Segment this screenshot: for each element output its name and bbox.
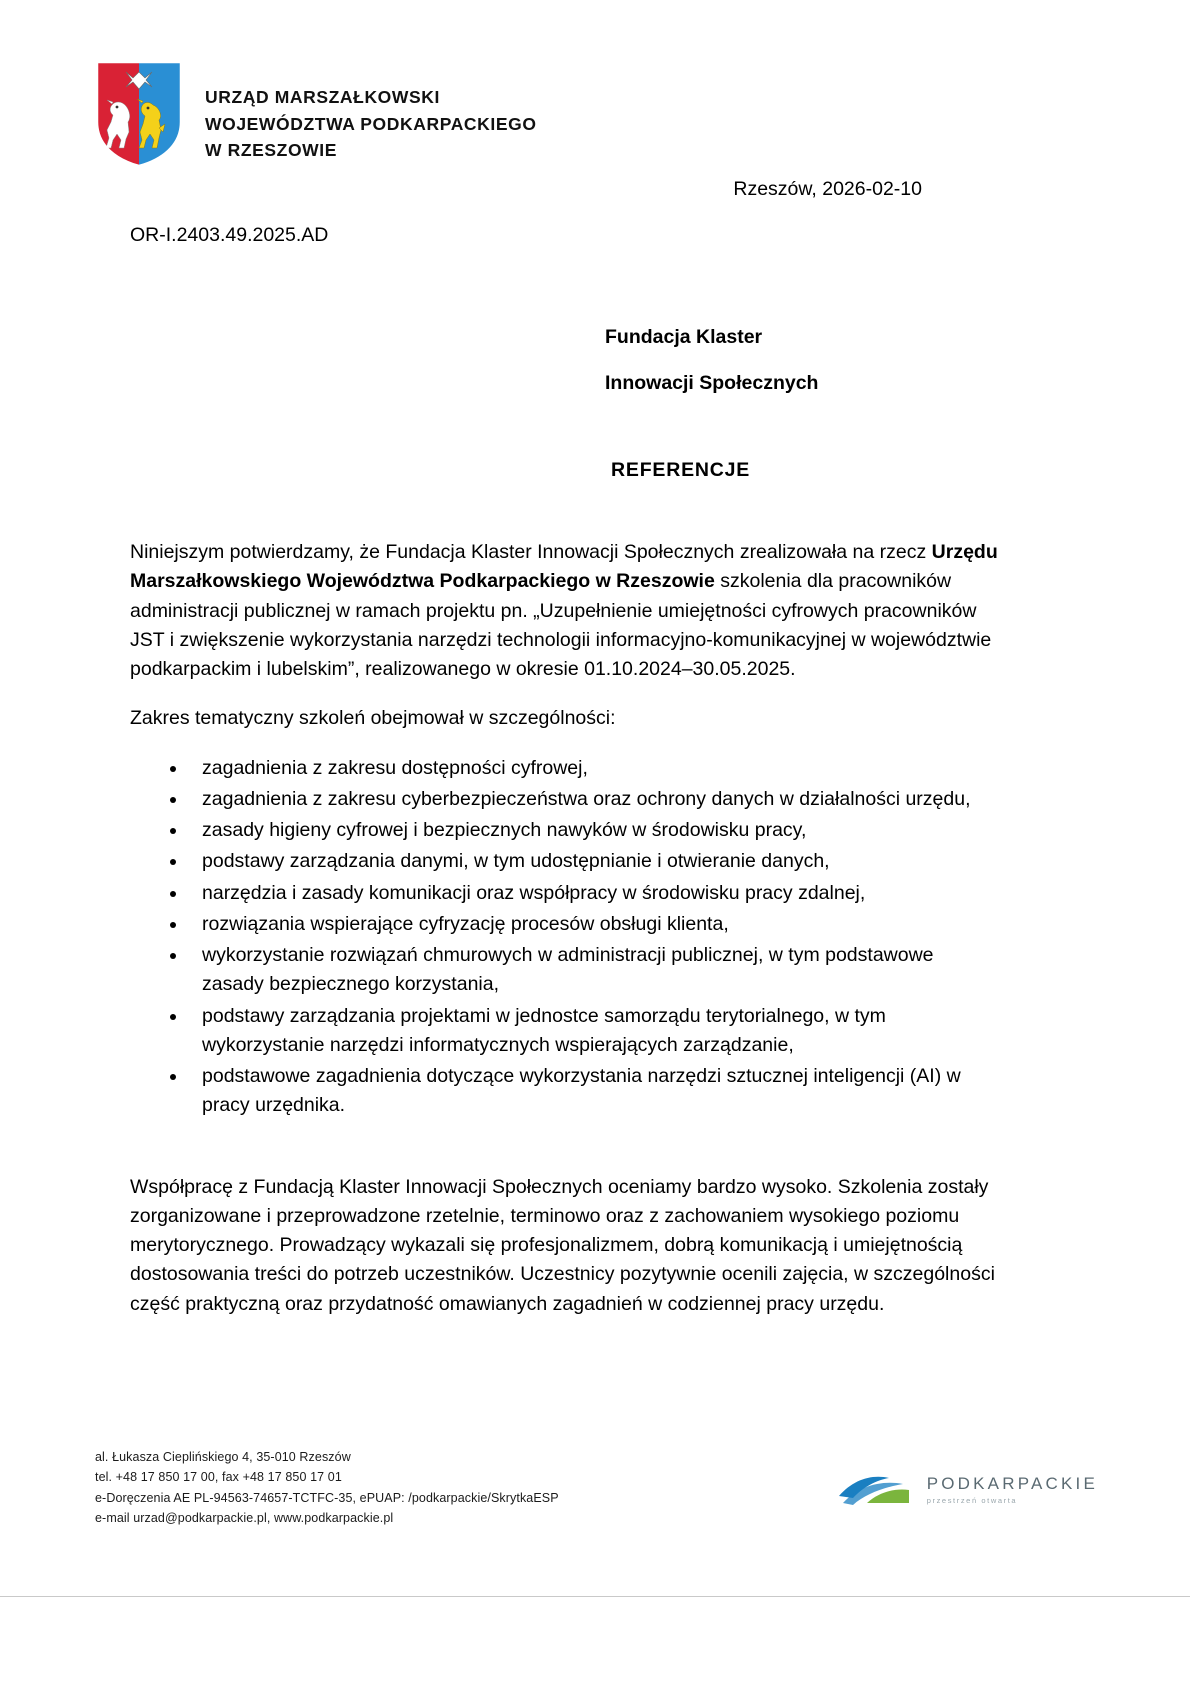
reference-number: OR-I.2403.49.2025.AD [130, 224, 329, 246]
addressee-block [605, 315, 818, 407]
scope-lead-paragraph: Zakres tematyczny szkoleń obejmował w szczególności: [130, 707, 616, 730]
addressee-line-1: Fundacja Klaster [605, 326, 763, 348]
list-item: narzędzia i zasady komunikacji oraz współpracy w środowisku pracy zdalnej, [130, 879, 1000, 908]
org-line-1: URZĄD MARSZAŁKOWSKI [205, 87, 440, 107]
footer-email: e-mail urzad@podkarpackie.pl, www.podkarpackie.pl [95, 1510, 394, 1525]
intro-text-a: Niniejszym potwierdzamy, że Fundacja Klaster Innowacji Społecznych zrealizowała na rzecz [130, 541, 932, 563]
coat-of-arms-icon [95, 60, 183, 168]
logo-sub-text: przestrzeń otwarta [926, 1495, 1018, 1505]
footer-edelivery: e-Doręczenia AE PL-94563-74657-TCTFC-35, ePUAP: /podkarpackie/SkrytkaESP [95, 1490, 559, 1505]
footer-address: al. Łukasza Cieplińskiego 4, 35-010 Rzeszów [95, 1450, 351, 1464]
intro-text-bold: Urzędu Marszałkowskiego Województwa Podkarpackiego w Rzeszowie [130, 541, 998, 593]
intro-paragraph [130, 538, 1000, 684]
list-item: wykorzystanie rozwiązań chmurowych w administracji publicznej, w tym podstawowe zasady bezpiecznego korzystania, [130, 941, 1000, 1000]
addressee-line-2: Innowacji Społecznych [605, 371, 819, 394]
organization-name [205, 60, 537, 164]
list-item: podstawy zarządzania danymi, w tym udostępnianie i otwieranie danych, [130, 847, 1000, 876]
podkarpackie-logo-icon [837, 1470, 915, 1510]
list-item: podstawowe zagadnienia dotyczące wykorzystania narzędzi sztucznej inteligencji (AI) w pracy urzędnika. [130, 1062, 1000, 1121]
org-line-2: WOJEWÓDZTWA PODKARPACKIEGO [205, 113, 537, 134]
document-title: REFERENCJE [611, 459, 751, 481]
place-and-date: Rzeszów, 2026-02-10 [733, 178, 922, 200]
list-item: zagadnienia z zakresu cyberbezpieczeństwa oraz ochrony danych w działalności urzędu, [130, 785, 1000, 814]
training-scope-list [130, 754, 1000, 1121]
intro-text-b: szkolenia dla pracowników administracji publicznej w ramach projektu pn. „Uzupełnienie umiejętności cyfrowych pracowników JST i zwiększenie wykorzystania narzędzi technologii informacyjno-komunikacyjnej w województwie podkarpackim i lubelskim”, realizowanego w okresie 01.10.2024–30.05.2025. [130, 570, 992, 680]
page-bottom-divider [0, 1596, 1190, 1597]
logo-main-text: PODKARPACKIE [926, 1474, 1098, 1494]
org-line-3: W RZESZOWIE [205, 140, 338, 161]
closing-paragraph: Współpracę z Fundacją Klaster Innowacji Społecznych oceniamy bardzo wysoko. Szkolenia zostały zorganizowane i przeprowadzone rzetelnie, terminowo oraz z zachowaniem wysokiego poziomu merytorycznego. Prowadzący wykazali się profesjonalizmem, dobrą komunikacją i umiejętnością dostosowania treści do potrzeb uczestników. Uczestnicy pozytywnie ocenili zajęcia, w szczególności część praktyczną oraz przydatność omawianych zagadnień w codziennej pracy urzędu. [130, 1175, 995, 1315]
list-item: zasady higieny cyfrowej i bezpiecznych nawyków w środowisku pracy, [130, 816, 1000, 845]
footer-phone: tel. +48 17 850 17 00, fax +48 17 850 17 01 [95, 1470, 342, 1485]
logo-wordmark [927, 1475, 1098, 1505]
document-body [130, 538, 1000, 1338]
list-item: podstawy zarządzania projektami w jednostce samorządu terytorialnego, w tym wykorzystanie narzędzi informatycznych wspierających zarządzanie, [130, 1002, 1000, 1061]
footer-contact-block [95, 1447, 559, 1528]
list-item: zagadnienia z zakresu dostępności cyfrowej, [130, 754, 1000, 783]
podkarpackie-brand-logo [837, 1470, 1098, 1510]
letterhead [95, 60, 537, 168]
list-item: rozwiązania wspierające cyfryzację procesów obsługi klienta, [130, 910, 1000, 939]
